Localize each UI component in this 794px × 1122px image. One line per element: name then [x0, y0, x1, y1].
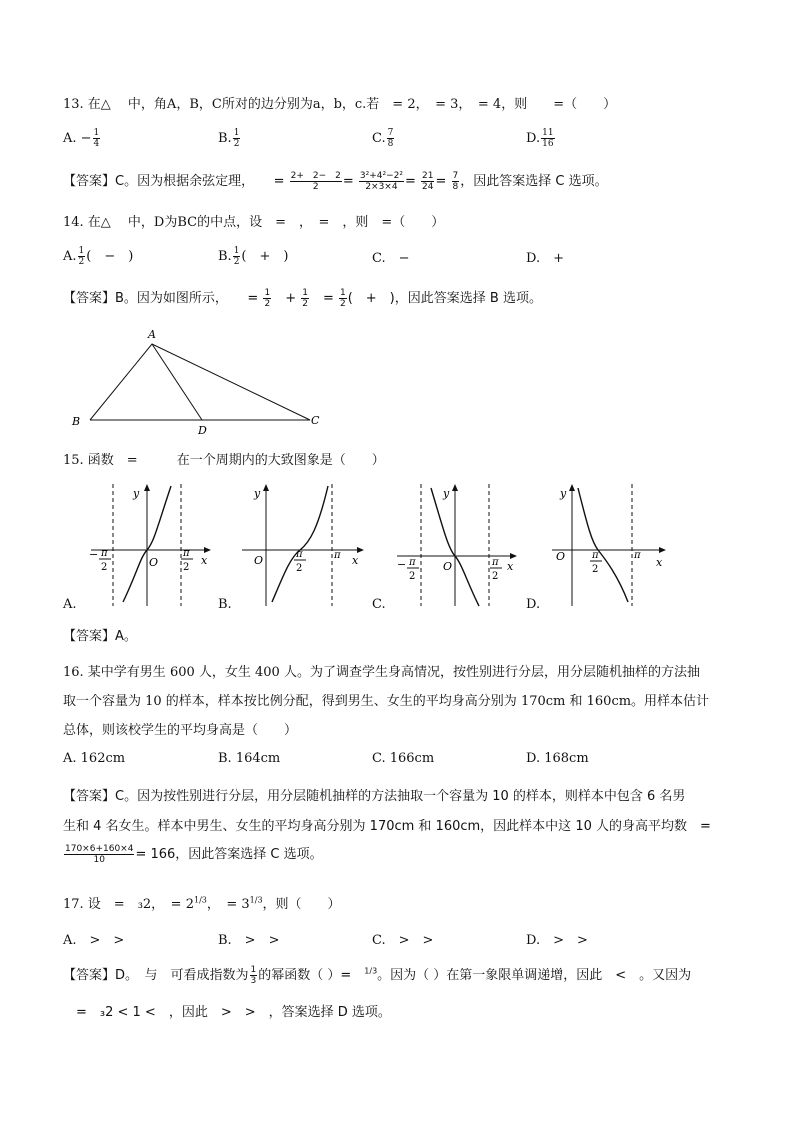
two-label: 2: [592, 564, 599, 575]
q17-option-c: C. > >: [372, 933, 434, 948]
graph-option-c: [393, 478, 523, 610]
q17-option-b: B. > >: [218, 933, 280, 948]
q14-option-a: A. $\frac{1}{2}$ ( − ): [63, 246, 134, 267]
q17-stem: 17. 设 = ₃2， = $2^{1/3}$， = $3^{1/3}$，则（ ）: [63, 895, 341, 912]
q13-answer: 【答案】C。因为根据余弦定理， = $\frac{2+ 2- 2}{2}$ = $\frac{\text{3²+4²−2²}}{2\times 3\times 4}$ = $\frac{21}{24}$ = $\frac{7}{8}$ ，因此答案选择 C 选项。: [63, 171, 608, 192]
q16-answer-line-3: $\frac{170\times 6+160\times 4}{10}$ = 166，因此答案选择 C 选项。: [65, 844, 323, 865]
pi-label: π: [492, 557, 499, 568]
two-label: 2: [101, 562, 108, 573]
graph-option-a: [85, 478, 215, 610]
pi-label: π: [409, 557, 416, 568]
pi-label: π: [296, 549, 303, 560]
q14-answer: 【答案】B。因为如图所示， = $\frac{1}{2}$ + $\frac{1}{2}$ = $\frac{1}{2}$ ( + )，因此答案选择 B 选项。: [63, 288, 542, 309]
q16-option-a: A. 162cm: [63, 751, 126, 766]
q14-stem: 14. 在△ 中，D为BC的中点，设 = ， = ，则 =（ ）: [63, 215, 445, 230]
two-label: 2: [492, 571, 499, 582]
neg-sign: −: [89, 548, 99, 561]
q14-option-b: B. $\frac{1}{2}$ ( + ): [218, 246, 289, 267]
vertex-a-label: A: [148, 328, 156, 341]
axis-x-label: x: [507, 560, 514, 573]
q13-option-a: A. − $\frac{1}{4}$: [63, 128, 100, 149]
q17-option-d: D. > >: [526, 933, 588, 948]
q16-option-d: D. 168cm: [526, 751, 589, 766]
neg-sign: −: [397, 558, 407, 571]
graph-c-label: C.: [372, 597, 386, 612]
q16-stem-line-2: 取一个容量为 10 的样本，样本按比例分配，得到男生、女生的平均身高分别为 170cm 和 160cm。用样本估计: [63, 694, 710, 709]
q14-option-c: C. −: [372, 251, 410, 266]
point-d-label: D: [198, 424, 207, 437]
axis-y-label: y: [443, 487, 450, 500]
graph-option-b: [238, 478, 368, 610]
q15-answer: 【答案】A。: [63, 629, 137, 644]
q16-option-b: B. 164cm: [218, 751, 281, 766]
vertex-b-label: B: [72, 415, 81, 428]
axis-y-label: y: [560, 487, 567, 500]
two-label: 2: [183, 562, 190, 573]
pi-label: π: [183, 548, 190, 559]
q16-stem-line-3: 总体，则该校学生的平均身高是（ ）: [63, 723, 298, 738]
q17-answer-line-1: 【答案】D。 与 可看成指数为 $\frac{1}{3}$ 的幂函数（ ）= $^{1/3}$。因为（ ）在第一象限单调递增，因此 < 。又因为: [63, 965, 692, 986]
vertex-c-label: C: [311, 414, 320, 427]
q13-option-d: D. $\frac{11}{16}$: [526, 128, 554, 149]
axis-y-label: y: [254, 487, 261, 500]
graph-d-label: D.: [526, 597, 541, 612]
q15-stem: 15. 函数 = 在一个周期内的大致图象是（ ）: [63, 453, 385, 468]
axis-x-label: x: [201, 554, 208, 567]
axis-x-label: x: [656, 556, 663, 569]
origin-label: O: [556, 550, 566, 563]
q16-answer-line-1: 【答案】C。因为按性别进行分层，用分层随机抽样的方法抽取一个容量为 10 的样本，则样本中包含 6 名男: [63, 789, 686, 804]
q14-option-d: D. +: [526, 251, 564, 266]
origin-label: O: [254, 554, 264, 567]
two-label: 2: [296, 563, 303, 574]
q13-option-b: B. $\frac{1}{2}$: [218, 128, 240, 149]
origin-label: O: [149, 556, 159, 569]
axis-y-label: y: [133, 487, 140, 500]
pi-label: π: [634, 550, 641, 561]
axis-x-label: x: [352, 554, 359, 567]
q17-answer-line-2: = ₃2 < 1 < ，因此 > > ，答案选择 D 选项。: [63, 1005, 391, 1020]
triangle-figure: [60, 322, 330, 437]
pi-label: π: [101, 548, 108, 559]
graph-b-label: B.: [218, 597, 232, 612]
origin-label: O: [443, 560, 453, 573]
q13-stem: 13. 在△ 中，角A，B，C所对的边分别为a，b，c.若 = 2， = 3， = 4，则 =（ ）: [63, 97, 617, 112]
q16-option-c: C. 166cm: [372, 751, 435, 766]
q13-option-c: C. $\frac{7}{8}$: [372, 128, 394, 149]
q17-option-a: A. > >: [63, 933, 125, 948]
two-label: 2: [409, 571, 416, 582]
pi-label: π: [334, 550, 341, 561]
graph-option-d: [548, 478, 678, 610]
pi-label: π: [592, 550, 599, 561]
q16-answer-line-2: 生和 4 名女生。样本中男生、女生的平均身高分别为 170cm 和 160cm，因此样本中这 10 人的身高平均数 =: [63, 819, 711, 834]
q16-stem-line-1: 16. 某中学有男生 600 人，女生 400 人。为了调查学生身高情况，按性别进行分层，用分层随机抽样的方法抽: [63, 665, 700, 680]
graph-a-label: A.: [63, 597, 77, 612]
